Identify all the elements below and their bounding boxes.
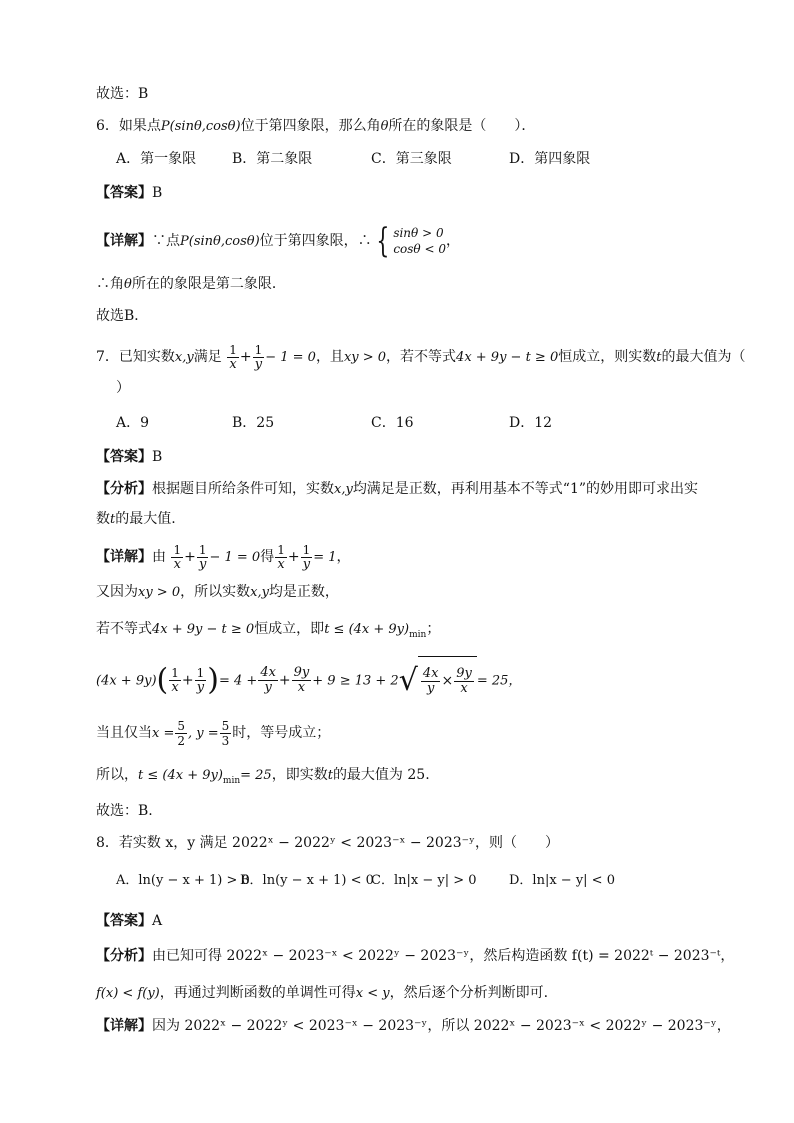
fraction: $\frac{1}{y}$ <box>254 342 263 372</box>
detail-line: 【详解】由 $\frac{1}{x}$ + $\frac{1}{y}$ − 1 = 0得 $\frac{1}{x}$ + $\frac{1}{y}$ = 1， <box>96 542 351 572</box>
question-6: 6．如果点P(sinθ,cosθ)位于第四象限，那么角θ所在的象限是（ ）． <box>96 118 536 134</box>
analysis-line: 数t的最大值. <box>96 511 176 527</box>
detail-line: 当且仅当x = $\frac{5}{2}$ , y = $\frac{5}{3}$ 时，等号成立； <box>96 718 331 748</box>
option-a: A．9 <box>116 415 150 431</box>
analysis-line: 【分析】由已知可得 2022ˣ − 2023⁻ˣ < 2022ʸ − 2023⁻ʸ，然后构造函数 f(t) = 2022ᵗ − 2023⁻ᵗ， <box>96 948 735 964</box>
fraction: $\frac{1}{x}$ <box>171 666 179 695</box>
text-line: ） <box>116 380 130 396</box>
detail-line: (4x + 9y)( $\frac{1}{x}$ + $\frac{1}{y}$ )= 4 + $\frac{4x}{y}$ + $\frac{9y}{x}$ + 9 ≥ 13 + 2 √ $\frac{4x}{y}$ × $\frac{9y}{x}$ = 25， <box>96 656 521 706</box>
text-line: 故选：B. <box>96 803 153 819</box>
detail-line: 【详解】∵点P(sinθ,cosθ)位于第四象限，∴ { sinθ > 0 cosθ < 0 ， <box>96 221 460 261</box>
answer-line: 【答案】B <box>96 449 163 465</box>
detail-line: 【详解】因为 2022ˣ − 2022ʸ < 2023⁻ˣ − 2023⁻ʸ，所以 2022ˣ − 2023⁻ˣ < 2022ʸ − 2023⁻ʸ， <box>96 1018 731 1034</box>
fraction: $\frac{1}{y}$ <box>302 542 311 572</box>
fraction: $\frac{1}{y}$ <box>198 542 207 572</box>
square-root: √ $\frac{4x}{y}$ × $\frac{9y}{x}$ <box>399 656 477 705</box>
option-a: A．ln(y − x + 1) > 0 <box>116 873 250 888</box>
fraction: $\frac{1}{x}$ <box>173 542 182 572</box>
fraction: $\frac{5}{3}$ <box>221 718 230 748</box>
option-a: A．第一象限 <box>116 151 197 167</box>
option-c: C．16 <box>371 415 414 431</box>
text-line: ∴角θ所在的象限是第二象限． <box>96 276 286 292</box>
option-b: B．第二象限 <box>232 151 313 167</box>
detail-line: 又因为xy > 0，所以实数x,y均是正数， <box>96 584 339 600</box>
fraction: $\frac{1}{x}$ <box>229 342 237 372</box>
fraction: $\frac{4x}{y}$ <box>260 665 276 695</box>
fraction: $\frac{9y}{x}$ <box>293 665 310 695</box>
option-c: C．第三象限 <box>371 151 452 167</box>
option-b: B．25 <box>232 415 275 431</box>
fraction: $\frac{1}{y}$ <box>196 666 205 695</box>
option-d: D．第四象限 <box>509 151 591 167</box>
text-line: 故选B． <box>96 308 149 324</box>
fraction: $\frac{1}{x}$ <box>277 542 285 572</box>
detail-line: 若不等式4x + 9y − t ≥ 0恒成立，即$t \le (4x + 9y)_{min}$； <box>96 621 441 640</box>
option-b: B．ln(y − x + 1) < 0 <box>240 873 374 888</box>
answer-line: 【答案】B <box>96 185 163 201</box>
option-c: C．ln|x − y| > 0 <box>371 873 477 888</box>
option-d: D．ln|x − y| < 0 <box>509 873 615 888</box>
question-7: 7．已知实数x,y满足 $\frac{1}{x}$ + $\frac{1}{y}$ − 1 = 0，且xy > 0，若不等式4x + 9y − t ≥ 0恒成立，则实数t的最大值为（ <box>96 342 746 372</box>
question-8: 8．若实数 x，y 满足 2022ˣ − 2022ʸ < 2023⁻ˣ − 2023⁻ʸ，则（ ） <box>96 835 559 851</box>
detail-line: 所以，$t \le (4x + 9y)_{min}= 25$，即实数t的最大值为 25. <box>96 767 430 786</box>
option-d: D．12 <box>509 415 553 431</box>
text-line: 故选：B <box>96 86 149 102</box>
analysis-line: f(x) < f(y)，再通过判断函数的单调性可得x < y，然后逐个分析判断即可. <box>96 985 549 1001</box>
fraction: $\frac{5}{2}$ <box>177 718 185 748</box>
analysis-line: 【分析】根据题目所给条件可知，实数x,y均满足是正数，再利用基本不等式“1”的妙用即可求出实 <box>96 481 699 497</box>
answer-line: 【答案】A <box>96 913 163 929</box>
equation-system: { sinθ > 0 cosθ < 0 <box>376 221 446 261</box>
